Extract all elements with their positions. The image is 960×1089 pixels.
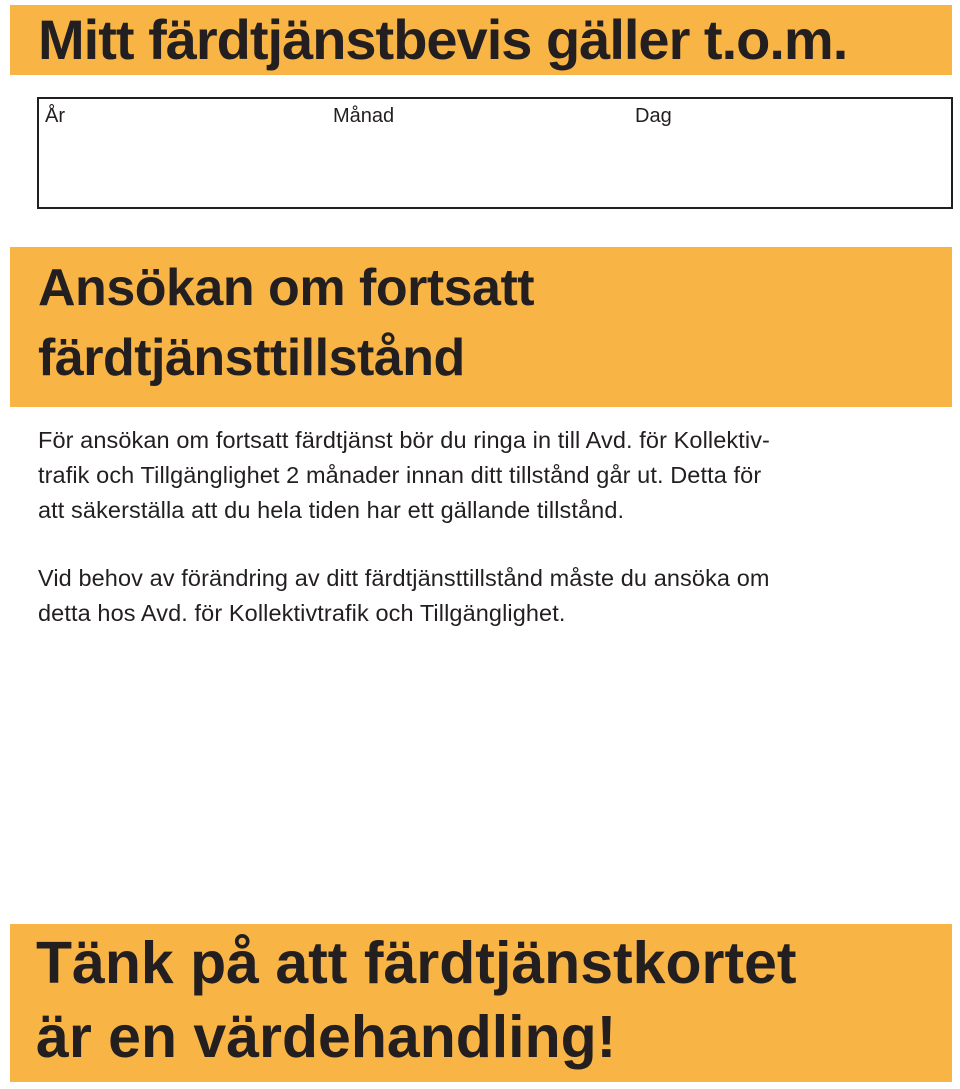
validity-title: Mitt färdtjänstbevis gäller t.o.m. (38, 8, 848, 71)
paragraph-line: trafik och Tillgänglighet 2 månader innan ditt tillstånd går ut. Detta för (38, 462, 762, 488)
reminder-line: är en värdehandling! (36, 1004, 617, 1070)
change-instructions-paragraph (38, 561, 938, 631)
paragraph-line: Vid behov av förändring av ditt färdtjänsttillstånd måste du ansöka om (38, 565, 770, 591)
application-heading (38, 253, 952, 393)
day-field-label: Dag (635, 105, 672, 127)
application-heading-line: Ansökan om fortsatt (38, 259, 535, 317)
paragraph-line: detta hos Avd. för Kollektivtrafik och Tillgänglighet. (38, 600, 566, 626)
paragraph-line: För ansökan om fortsatt färdtjänst bör du ringa in till Avd. för Kollektiv- (38, 427, 770, 453)
reminder-heading (36, 926, 952, 1074)
reminder-banner (10, 924, 952, 1082)
application-banner (10, 247, 952, 407)
renewal-instructions-paragraph (38, 423, 938, 528)
application-heading-line: färdtjänsttillstånd (38, 329, 465, 387)
paragraph-line: att säkerställa att du hela tiden har ett gällande tillstånd. (38, 497, 625, 523)
year-field-label: År (45, 105, 65, 127)
validity-banner (10, 5, 952, 75)
reminder-line: Tänk på att färdtjänstkortet (36, 930, 797, 996)
month-field-label: Månad (333, 105, 395, 127)
validity-date-box[interactable] (37, 97, 953, 209)
